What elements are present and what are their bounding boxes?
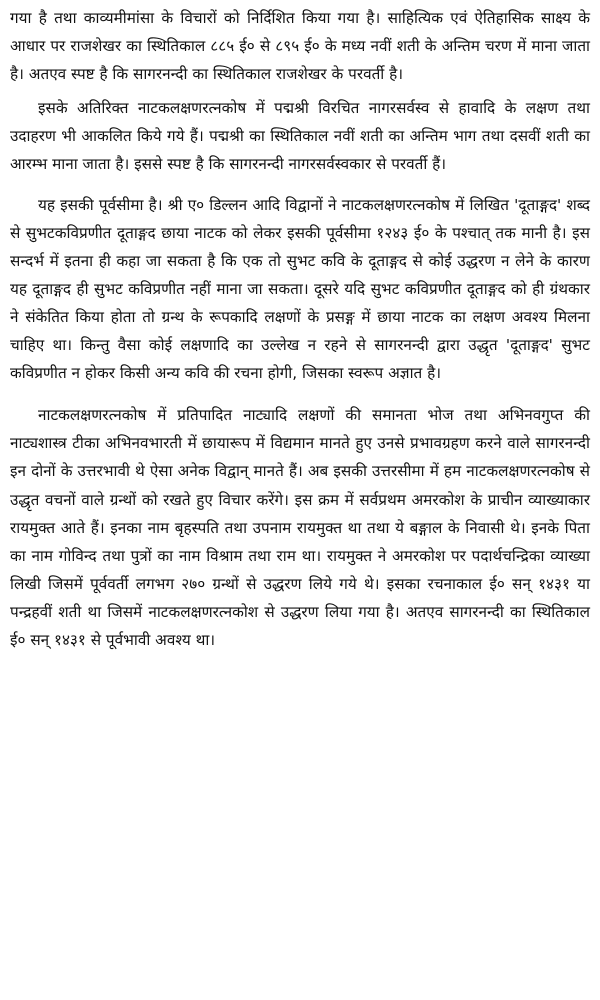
paragraph-purvasima: यह इसकी पूर्वसीमा है। श्री ए० डिल्लन आदि विद्वानों ने नाटकलक्षणरत्नकोष में लिखित 'दूताङ्गद' शब्द से सुभटकविप्रणीत दूताङ्गद छाया नाटक को लेकर इसकी पूर्वसीमा १२४३ ई० के पश्चात् तक मानी है। इस सन्दर्भ में इतना ही कहा जा सकता है कि एक तो सुभट कवि के दूताङ्गद से कोई उद्धरण न लेने के कारण यह दूताङ्गद ही सुभट कविप्रणीत नहीं माना जा सकता। दूसरे यदि सुभट कविप्रणीत दूताङ्गद को ही ग्रंथकार ने संकेतित किया होता तो ग्रन्थ के रूपकादि लक्षणों के प्रसङ्ग में छाया नाटक का लक्षण अवश्य मिलना चाहिए था। किन्तु वैसा कोई लक्षणादि का उल्लेख न रहने से सागरनन्दी द्वारा उद्धृत 'दूताङ्गद' सुभट कविप्रणीत न होकर किसी अन्य कवि की रचना होगी, जिसका स्वरूप अज्ञात है। — [10, 195, 590, 383]
paragraph-uttarasima: नाटकलक्षणरत्नकोष में प्रतिपादित नाट्यादि लक्षणों की समानता भोज तथा अभिनवगुप्त की नाट्यशास्त्र टीका अभिनवभारती में छायारूप में विद्यमान मानते हुए उनसे प्रभावग्रहण करने वाले सागरनन्दी इन दोनों के उत्तरभावी थे ऐसा अनेक विद्वान् मानते हैं। अब इसकी उत्तरसीमा में हम नाटकलक्षणरत्नकोष से उद्धृत वचनों वाले ग्रन्थों को रखते हुए विचार करेंगे। इस क्रम में सर्वप्रथम अमरकोश के प्राचीन व्याख्याकार रायमुक्त आते हैं। इनका नाम बृहस्पति तथा उपनाम रायमुक्त था तथा ये बङ्गाल के निवासी थे। इनके पिता का नाम गोविन्द तथा पुत्रों का नाम विश्राम तथा राम था। रायमुक्त ने अमरकोश पर पदार्थचन्द्रिका व्याख्या लिखी जिसमें पूर्ववर्ती लगभग २७० ग्रन्थों से उद्धरण लिये गये थे। इसका रचनाकाल ई० सन् १४३१ या पन्द्रहवीं शती था जिसमें नाटकलक्षणरत्नकोश से उद्धरण लिया गया है। अतएव सागरनन्दी का स्थितिकाल ई० सन् १४३१ से पूर्वभावी अवश्य था। — [10, 406, 590, 649]
paragraph-continuation: गया है तथा काव्यमीमांसा के विचारों को निर्दिशित किया गया है। साहित्यिक एवं ऐतिहासिक साक्ष्य के आधार पर राजशेखर का स्थितिकाल ८८५ ई० से ८९५ ई० के मध्य नवीं शती के अन्तिम चरण में माना जाता है। अतएव स्पष्ट है कि सागरनन्दी का स्थितिकाल राजशेखर के परवर्ती है। — [10, 9, 590, 84]
paragraph-nagarasarvasva: इसके अतिरिक्त नाटकलक्षणरत्नकोष में पद्मश्री विरचित नागरसर्वस्व से हावादि के लक्षण तथा उदाहरण भी आकलित किये गये हैं। पद्मश्री का स्थितिकाल नवीं शती का अन्तिम भाग तथा दसवीं शती का आरम्भ माना जाता है। इससे स्पष्ट है कि सागरनन्दी नागरसर्वस्वकार से परवर्ती हैं। — [10, 99, 590, 174]
document-page — [10, 4, 590, 994]
